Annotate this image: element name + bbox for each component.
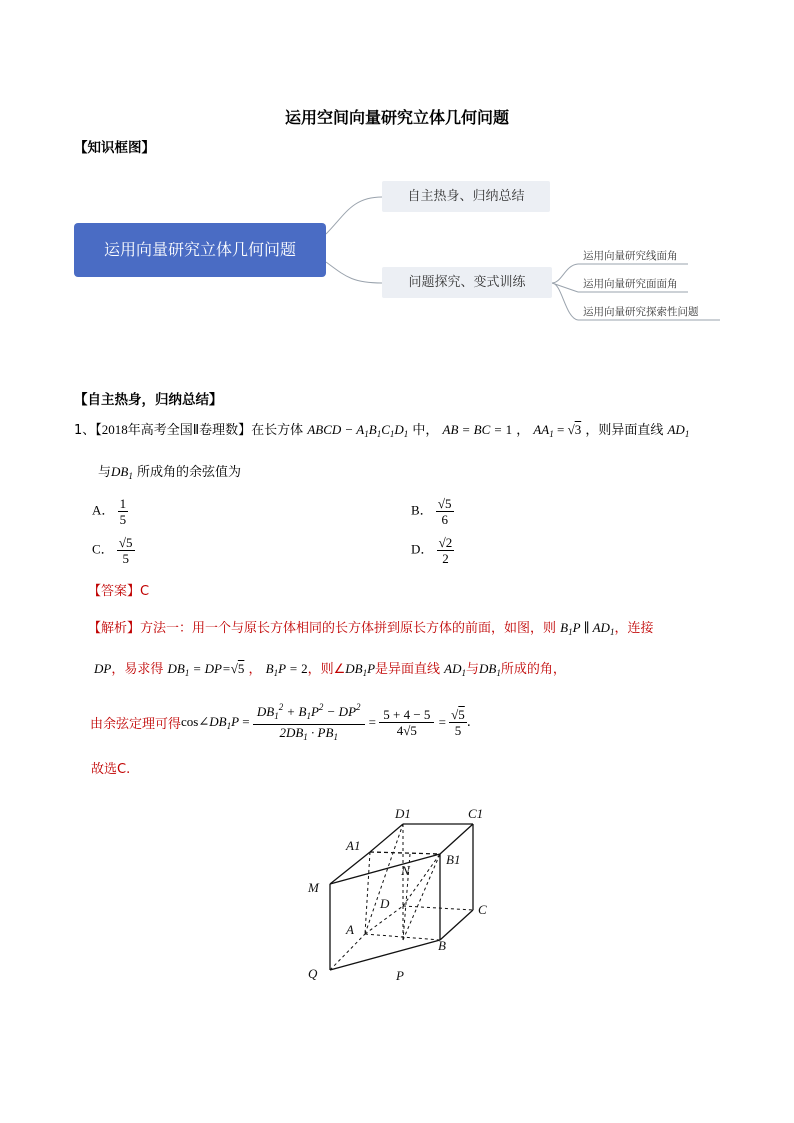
option-c-num: √5 — [118, 535, 133, 550]
formula-cosine-law: $\frac{DB_1^2 + B_1P^2 - DP^2}{2DB_1 \cdot PB_1}$ — [253, 700, 365, 745]
formula-angle: $DB_1P$ — [345, 661, 376, 678]
answer-value: C — [140, 584, 150, 599]
label-p: P — [396, 968, 404, 983]
formula-ab-bc: AB = BC = — [442, 422, 506, 437]
solution-line-3: 由余弦定理可得$\cos\angle DB_1P$ = $\frac{DB_1^2 + B_1P^2 - DP^2}{2DB_1 \cdot PB_1}$ = $\frac{5 + 4 - 5}{4√5}$ = $\frac{√5}{5}$ . — [90, 700, 471, 745]
option-b-label: B． — [411, 502, 433, 518]
mindmap-branch-warmup: 自主热身、归纳总结 — [382, 181, 550, 212]
edge-a1-n-b1 — [370, 852, 440, 854]
question-line-1: 1、【2018年高考全国Ⅱ卷理数】在长方体 ABCD − $A_1B_1C_1D_1$ 中， AB = BC = 1 ， $AA_1 = √3$ ，则异面直线 $AD_1$ — [74, 422, 690, 439]
label-c: C — [478, 902, 487, 917]
solution-label: 【解析】 — [88, 621, 141, 636]
solution-text-2c: 是异面直线 — [375, 662, 441, 677]
option-d-fraction — [437, 535, 455, 566]
formula-prism: ABCD − $A_1B_1C_1D_1$ — [307, 422, 409, 439]
edge-b-c — [440, 910, 473, 940]
option-b[interactable] — [411, 496, 454, 527]
option-a-fraction — [118, 496, 129, 527]
label-d: D — [380, 896, 390, 911]
option-a-den: 5 — [119, 512, 127, 527]
option-b-den: 6 — [441, 512, 448, 527]
solution-text-1: 方法一：用一个与原长方体相同的长方体拼到原长方体的前面，如图，则 — [140, 621, 557, 636]
formula-ad1: $AD_1$ — [667, 422, 690, 439]
mindmap-root: 运用向量研究立体几何问题 — [74, 223, 326, 277]
answer — [88, 580, 149, 599]
formula-cosine-result: $\frac{√5}{5}$ — [451, 707, 465, 738]
formula-db1: $DB_1$ — [111, 464, 133, 481]
solution-text-2b: ，则∠ — [307, 662, 346, 677]
section-heading-framework: 【知识框图】 — [74, 140, 155, 156]
formula-db1-dp: $DB_1 = DP=$ — [167, 661, 231, 678]
solution-conclusion: 故选C. — [91, 762, 131, 777]
solution-text-2e: 所成的角， — [500, 662, 566, 677]
label-c1: C1 — [468, 806, 484, 821]
option-c-label: C． — [92, 541, 114, 557]
solution-line-1 — [88, 617, 653, 637]
option-a[interactable] — [92, 496, 128, 527]
solution-text-2d: 与 — [466, 662, 480, 677]
option-b-num: √5 — [437, 496, 452, 511]
question-line-2 — [98, 461, 241, 481]
edge-b1-c1 — [440, 824, 473, 854]
option-a-num: 1 — [119, 496, 127, 511]
label-q: Q — [308, 966, 318, 981]
formula-aa1: $AA_1$ — [533, 422, 554, 439]
cuboid-figure — [300, 800, 500, 990]
label-d1: D1 — [395, 806, 411, 821]
solution-text-1-end: ，连接 — [614, 621, 654, 636]
option-c[interactable] — [92, 535, 135, 566]
page-title: 运用空间向量研究立体几何问题 — [284, 108, 509, 127]
option-d-den: 2 — [442, 551, 449, 566]
solution-text-2a: ，易求得 — [111, 662, 164, 677]
formula-dp: DP — [94, 661, 112, 676]
option-d-label: D． — [411, 541, 434, 557]
edge-m-b1 — [330, 854, 440, 884]
question-prefix: 1、【 — [74, 423, 102, 438]
question-year: 2018 — [101, 422, 128, 437]
label-n: N — [401, 863, 410, 878]
edge-a1-d1 — [370, 824, 403, 852]
option-c-den: 5 — [122, 551, 129, 566]
option-c-fraction — [117, 535, 135, 566]
mindmap-branch-explore: 问题探究、变式训练 — [382, 267, 552, 298]
option-d-num: √2 — [438, 535, 453, 550]
option-a-label: A． — [92, 502, 115, 518]
formula-b1p-parallel: $B_1P$ ∥ $AD_1$ — [560, 620, 615, 637]
mindmap-leaf-exploratory: 运用向量研究探索性问题 — [583, 306, 699, 318]
label-b: B — [438, 938, 446, 953]
formula-db1-2: $DB_1$ — [479, 661, 501, 678]
option-b-fraction — [436, 496, 454, 527]
formula-cosine-numeric: $\frac{5 + 4 - 5}{4√5}$ — [379, 707, 434, 738]
section-heading-warmup: 【自主热身，归纳总结】 — [74, 392, 223, 408]
edge-q-p — [330, 940, 440, 970]
formula-b1p: $B_1P$ = — [265, 661, 302, 678]
solution-line-2: DP，易求得 $DB_1 = DP=√5$ ， $B_1P = 2$，则$\angle DB_1P$是异面直线 $AD_1$与$DB_1$所成的角， — [94, 661, 566, 678]
label-b1: B1 — [446, 852, 461, 867]
question-with: 与 — [98, 465, 112, 480]
label-a1: A1 — [346, 838, 361, 853]
option-d[interactable] — [411, 535, 454, 566]
solution-text-3: 由余弦定理可得 — [90, 717, 182, 732]
mindmap-leaf-plane-plane-angle: 运用向量研究面面角 — [583, 278, 678, 290]
mindmap-leaf-line-plane-angle: 运用向量研究线面角 — [583, 250, 678, 262]
label-a: A — [346, 922, 354, 937]
question-source: 年高考全国Ⅱ卷理数】在长方体 — [127, 423, 304, 438]
formula-ad1-2: $AD_1$ — [444, 661, 467, 678]
label-m: M — [308, 880, 319, 895]
question-body-2: 所成角的余弦值为 — [137, 465, 242, 480]
answer-label: 【答案】 — [88, 584, 141, 599]
